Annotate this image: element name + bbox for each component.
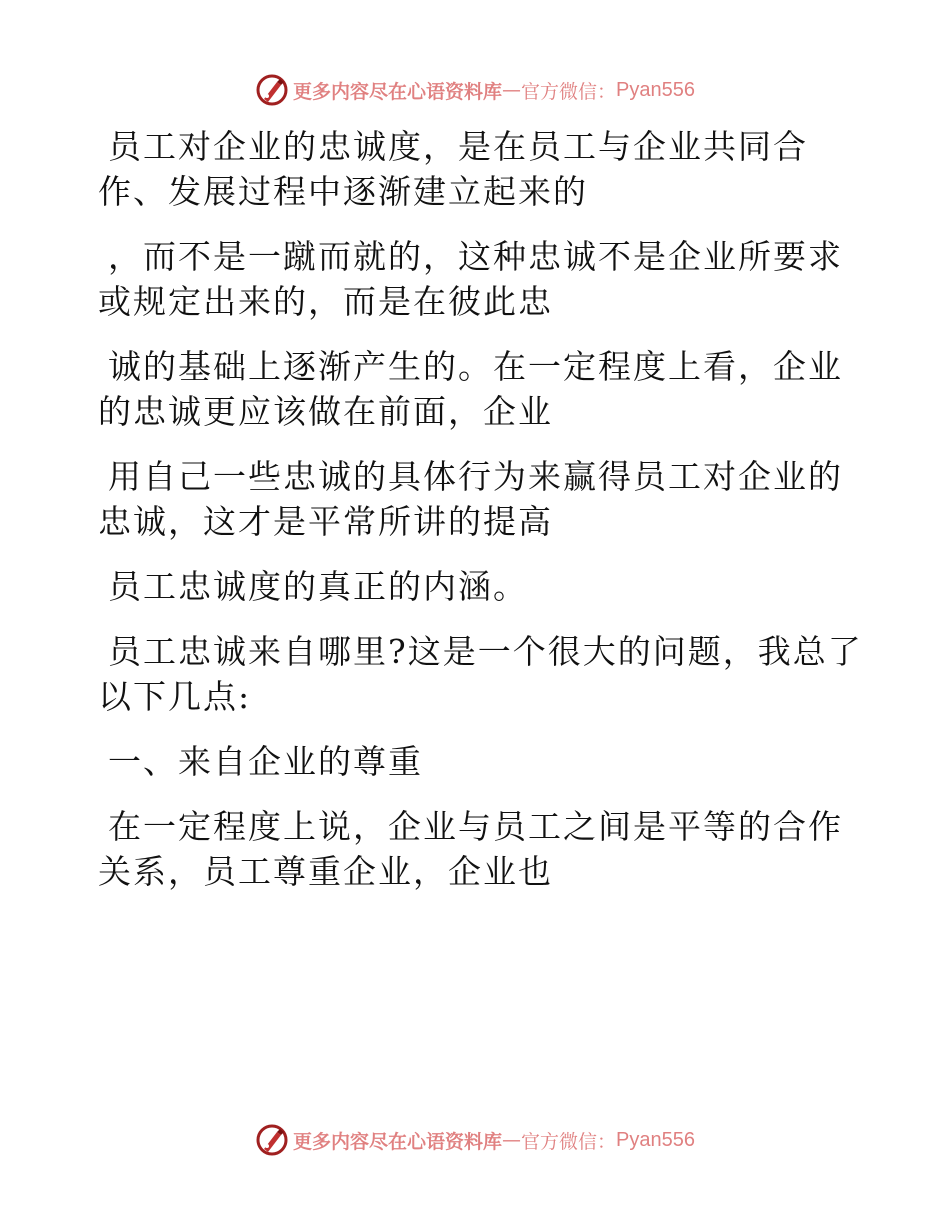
paragraph [98, 124, 858, 214]
text-line: 在一定程度上说，企业与员工之间是平等的合作 [108, 807, 843, 846]
text-line: 关系，员工尊重企业，企业也 [98, 852, 553, 891]
paragraph [98, 564, 858, 609]
banner-wechat-id: Pyan556 [616, 1128, 695, 1151]
text-line: 的忠诚更应该做在前面，企业 [98, 392, 553, 431]
banner-wechat-label: 官方微信： [521, 1130, 617, 1153]
paragraph [98, 739, 858, 784]
header-banner [0, 70, 950, 110]
banner-dash: — [502, 79, 522, 101]
paragraph [98, 454, 858, 544]
text-line: 员工忠诚来自哪里?这是一个很大的问题，我总了 [108, 632, 863, 671]
document-body [98, 124, 863, 914]
paragraph [98, 629, 863, 719]
text-line: 员工忠诚度的真正的内涵。 [108, 567, 528, 606]
text-line: 忠诚，这才是平常所讲的提高 [98, 502, 553, 541]
text-line: 诚的基础上逐渐产生的。在一定程度上看，企业 [108, 347, 843, 386]
text-line: ，而不是一蹴而就的，这种忠诚不是企业所要求 [108, 237, 843, 276]
paragraph [98, 234, 858, 324]
text-line: 或规定出来的，而是在彼此忠 [98, 282, 553, 321]
paragraph [98, 344, 858, 434]
text-line: 以下几点: [98, 677, 252, 716]
text-line: 员工对企业的忠诚度，是在员工与企业共同合 [108, 127, 808, 166]
footer-banner [0, 1120, 950, 1160]
banner-text: 更多内容尽在心语资料库 [293, 1130, 503, 1153]
pen-logo-icon [255, 73, 289, 107]
banner-wechat-id: Pyan556 [616, 78, 695, 101]
pen-logo-icon [255, 1123, 289, 1157]
banner-text: 更多内容尽在心语资料库 [293, 80, 503, 103]
text-line: 用自己一些忠诚的具体行为来赢得员工对企业的 [108, 457, 843, 496]
banner-dash: — [502, 1129, 522, 1151]
banner-wechat-label: 官方微信： [521, 80, 617, 103]
text-line: 一、来自企业的尊重 [108, 742, 423, 781]
paragraph [98, 804, 858, 894]
text-line: 作、发展过程中逐渐建立起来的 [98, 172, 588, 211]
